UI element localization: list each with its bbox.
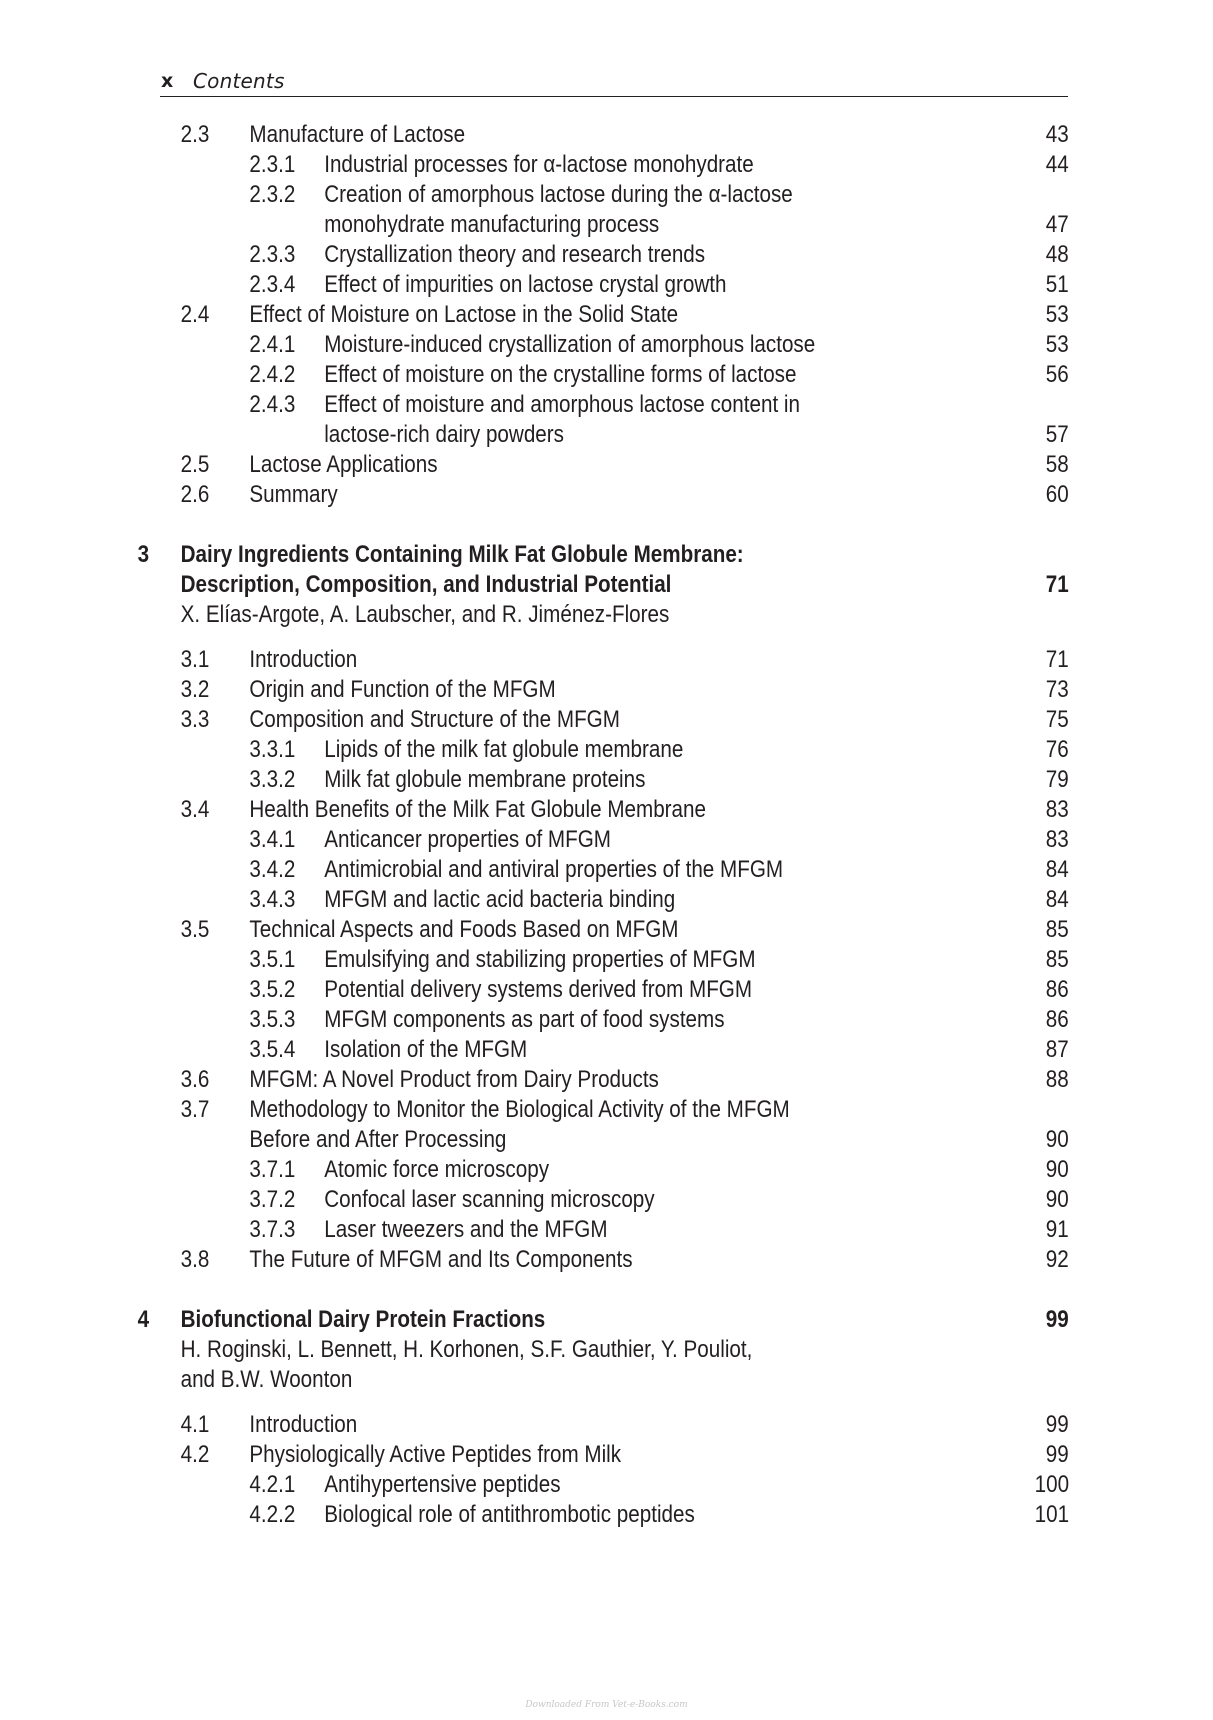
toc-author-line (0, 600, 860, 630)
toc-entry-title: Description, Composition, and Industrial Potential (180, 571, 672, 598)
toc-entry-number: 2.4.2 (249, 361, 296, 388)
toc-entry-title: lactose-rich dairy powders (324, 421, 564, 448)
toc-entry-number: 4.2 (180, 1441, 210, 1468)
toc-entry-number: 3.3.1 (249, 736, 296, 763)
toc-entry-title: Lactose Applications (249, 451, 438, 478)
toc-entry-title: Creation of amorphous lactose during the α-lactose (324, 181, 793, 208)
toc-entry (0, 180, 860, 210)
toc-entry-page: 86 (1046, 976, 1069, 1003)
toc-entry-number: 4.1 (180, 1411, 210, 1438)
toc-entry-page: 44 (1046, 151, 1069, 178)
toc-author-line (0, 1365, 860, 1395)
toc-entry (0, 1095, 860, 1125)
toc-entry-page: 91 (1046, 1216, 1069, 1243)
toc-chapter-entry (0, 540, 860, 570)
toc-entry-number: 3.3.2 (249, 766, 296, 793)
toc-entry (0, 1500, 860, 1530)
toc-entry-number: 2.3.1 (249, 151, 296, 178)
toc-entry-page: 85 (1046, 916, 1069, 943)
toc-entry-page: 101 (1034, 1501, 1069, 1528)
toc-entry (0, 795, 860, 825)
toc-entry (0, 915, 860, 945)
toc-entry-number: 2.5 (180, 451, 210, 478)
toc-entry (0, 390, 860, 420)
toc-entry-page: 92 (1046, 1246, 1069, 1273)
toc-entry-title: Effect of moisture on the crystalline forms of lactose (324, 361, 797, 388)
page-number: x (161, 70, 174, 92)
toc-entry (0, 1470, 860, 1500)
toc-entry (0, 645, 860, 675)
toc-entry-page: 71 (1046, 571, 1069, 598)
toc-entry-page: 83 (1046, 826, 1069, 853)
toc-entry-page: 99 (1046, 1441, 1069, 1468)
toc-entry (0, 945, 860, 975)
toc-entry (0, 975, 860, 1005)
toc-entry-title: Summary (249, 481, 338, 508)
toc-entry-title: Effect of impurities on lactose crystal growth (324, 271, 727, 298)
toc-entry (0, 240, 860, 270)
toc-entry (0, 675, 860, 705)
toc-entry-title: Isolation of the MFGM (324, 1036, 528, 1063)
toc-entry-title: Manufacture of Lactose (249, 121, 466, 148)
toc-entry-number: 2.3.4 (249, 271, 296, 298)
toc-entry-title: H. Roginski, L. Bennett, H. Korhonen, S.F. Gauthier, Y. Pouliot, (180, 1336, 753, 1363)
toc-entry-number: 4.2.1 (249, 1471, 296, 1498)
toc-entry-number: 3.7.1 (249, 1156, 296, 1183)
toc-entry-title: Biofunctional Dairy Protein Fractions (180, 1306, 546, 1333)
toc-entry-number: 3.5 (180, 916, 210, 943)
toc-entry-title: Introduction (249, 646, 358, 673)
toc-entry-number: 3.5.2 (249, 976, 296, 1003)
toc-entry-page: 87 (1046, 1036, 1069, 1063)
toc-entry-number: 3.4.3 (249, 886, 296, 913)
toc-entry-title: Laser tweezers and the MFGM (324, 1216, 608, 1243)
toc-entry-title: Confocal laser scanning microscopy (324, 1186, 655, 1213)
toc-entry (0, 765, 860, 795)
toc-entry-title: Health Benefits of the Milk Fat Globule Membrane (249, 796, 706, 823)
toc-entry-title: Introduction (249, 1411, 358, 1438)
toc-entry-page: 53 (1046, 331, 1069, 358)
toc-entry (0, 1155, 860, 1185)
toc-entry-page: 83 (1046, 796, 1069, 823)
toc-entry (0, 480, 860, 510)
toc-entry-number: 3 (137, 541, 150, 568)
toc-entry-title: Potential delivery systems derived from MFGM (324, 976, 753, 1003)
toc-chapter-entry (0, 570, 860, 600)
toc-entry-number: 3.4.2 (249, 856, 296, 883)
toc-entry (0, 1035, 860, 1065)
toc-entry-title: Lipids of the milk fat globule membrane (324, 736, 684, 763)
toc-entry-page: 47 (1046, 211, 1069, 238)
toc-entry-page: 90 (1046, 1156, 1069, 1183)
toc-entry (0, 825, 860, 855)
toc-entry-page: 48 (1046, 241, 1069, 268)
toc-entry-number: 2.3 (180, 121, 210, 148)
toc-entry-number: 2.4.1 (249, 331, 296, 358)
toc-entry-title: X. Elías-Argote, A. Laubscher, and R. Jiménez-Flores (180, 601, 670, 628)
toc-entry-title: Composition and Structure of the MFGM (249, 706, 620, 733)
toc-author-line (0, 1335, 860, 1365)
toc-entry-title: Crystallization theory and research trends (324, 241, 706, 268)
toc-entry-page: 88 (1046, 1066, 1069, 1093)
toc-entry (0, 300, 860, 330)
toc-entry-title: Effect of Moisture on Lactose in the Solid State (249, 301, 679, 328)
toc-entry-number: 3.5.3 (249, 1006, 296, 1033)
toc-entry (0, 855, 860, 885)
toc-entry-page: 51 (1046, 271, 1069, 298)
toc-entry-title: Atomic force microscopy (324, 1156, 550, 1183)
toc-entry-number: 3.8 (180, 1246, 210, 1273)
toc-entry-number: 2.6 (180, 481, 210, 508)
toc-entry-title: Milk fat globule membrane proteins (324, 766, 646, 793)
toc-entry (0, 735, 860, 765)
toc-entry-page: 99 (1046, 1411, 1069, 1438)
toc-entry-page: 84 (1046, 886, 1069, 913)
toc-entry (0, 420, 860, 450)
toc-entry-title: Methodology to Monitor the Biological Activity of the MFGM (249, 1096, 790, 1123)
toc-entry-number: 2.4.3 (249, 391, 296, 418)
toc-entry-number: 3.1 (180, 646, 210, 673)
toc-entry (0, 270, 860, 300)
toc-entry-page: 86 (1046, 1006, 1069, 1033)
toc-entry (0, 1005, 860, 1035)
toc-entry-number: 3.6 (180, 1066, 210, 1093)
toc-entry-page: 75 (1046, 706, 1069, 733)
toc-entry-page: 53 (1046, 301, 1069, 328)
download-watermark: Downloaded From Vet-e-Books.com (525, 1700, 688, 1710)
toc-entry-number: 4 (137, 1306, 150, 1333)
toc-entry-page: 57 (1046, 421, 1069, 448)
toc-entry (0, 360, 860, 390)
toc-entry-number: 2.4 (180, 301, 210, 328)
toc-entry (0, 1215, 860, 1245)
toc-entry-title: Antimicrobial and antiviral properties of the MFGM (324, 856, 784, 883)
toc-entry-title: Effect of moisture and amorphous lactose content in (324, 391, 800, 418)
running-title: Contents (193, 69, 285, 93)
toc-entry-title: Biological role of antithrombotic peptides (324, 1501, 695, 1528)
toc-entry-title: Dairy Ingredients Containing Milk Fat Globule Membrane: (180, 541, 744, 568)
toc-entry-number: 3.7.3 (249, 1216, 296, 1243)
toc-entry-page: 43 (1046, 121, 1069, 148)
toc-entry-page: 85 (1046, 946, 1069, 973)
toc-entry-title: Antihypertensive peptides (324, 1471, 561, 1498)
toc-entry (0, 210, 860, 240)
toc-entry-title: and B.W. Woonton (180, 1366, 353, 1393)
toc-entry-page: 84 (1046, 856, 1069, 883)
toc-entry (0, 150, 860, 180)
toc-entry-number: 3.2 (180, 676, 210, 703)
toc-entry (0, 1440, 860, 1470)
toc-entry-title: Moisture-induced crystallization of amorphous lactose (324, 331, 816, 358)
toc-entry-page: 73 (1046, 676, 1069, 703)
toc-entry-title: MFGM components as part of food systems (324, 1006, 725, 1033)
running-header (160, 66, 1068, 97)
toc-entry-title: Industrial processes for α-lactose monohydrate (324, 151, 754, 178)
toc-entry-number: 3.7.2 (249, 1186, 296, 1213)
toc-entry-page: 90 (1046, 1126, 1069, 1153)
toc-entry-page: 100 (1034, 1471, 1069, 1498)
toc-chapter-entry (0, 1305, 860, 1335)
toc-entry-page: 71 (1046, 646, 1069, 673)
toc-entry-number: 3.3 (180, 706, 210, 733)
toc-entry-number: 2.3.2 (249, 181, 296, 208)
toc-entry (0, 1125, 860, 1155)
toc-entry (0, 450, 860, 480)
toc-entry-page: 56 (1046, 361, 1069, 388)
toc-entry-page: 79 (1046, 766, 1069, 793)
toc-entry (0, 1185, 860, 1215)
toc-entry-title: Physiologically Active Peptides from Milk (249, 1441, 622, 1468)
toc-entry (0, 1245, 860, 1275)
toc-entry-number: 3.5.4 (249, 1036, 296, 1063)
toc-entry-page: 76 (1046, 736, 1069, 763)
toc-entry-title: Technical Aspects and Foods Based on MFGM (249, 916, 679, 943)
toc-entry (0, 120, 860, 150)
toc-entry (0, 1065, 860, 1095)
toc-entry-page: 99 (1046, 1306, 1069, 1333)
toc-entry (0, 885, 860, 915)
toc-entry-number: 4.2.2 (249, 1501, 296, 1528)
toc-entry-number: 3.4.1 (249, 826, 296, 853)
toc-entry-page: 60 (1046, 481, 1069, 508)
toc-entry-title: MFGM: A Novel Product from Dairy Products (249, 1066, 659, 1093)
toc-entry-number: 3.4 (180, 796, 210, 823)
toc-entry-title: Emulsifying and stabilizing properties of MFGM (324, 946, 756, 973)
toc-entry-number: 3.5.1 (249, 946, 296, 973)
toc-entry-page: 58 (1046, 451, 1069, 478)
toc-entry (0, 705, 860, 735)
toc-entry-number: 3.7 (180, 1096, 210, 1123)
toc-entry-page: 90 (1046, 1186, 1069, 1213)
toc-entry-title: MFGM and lactic acid bacteria binding (324, 886, 676, 913)
toc-entry-number: 2.3.3 (249, 241, 296, 268)
toc-entry-title: Origin and Function of the MFGM (249, 676, 556, 703)
toc-entry (0, 330, 860, 360)
toc-entry (0, 1410, 860, 1440)
toc-entry-title: monohydrate manufacturing process (324, 211, 660, 238)
toc-entry-title: The Future of MFGM and Its Components (249, 1246, 633, 1273)
toc-entry-title: Before and After Processing (249, 1126, 507, 1153)
toc-entry-title: Anticancer properties of MFGM (324, 826, 611, 853)
